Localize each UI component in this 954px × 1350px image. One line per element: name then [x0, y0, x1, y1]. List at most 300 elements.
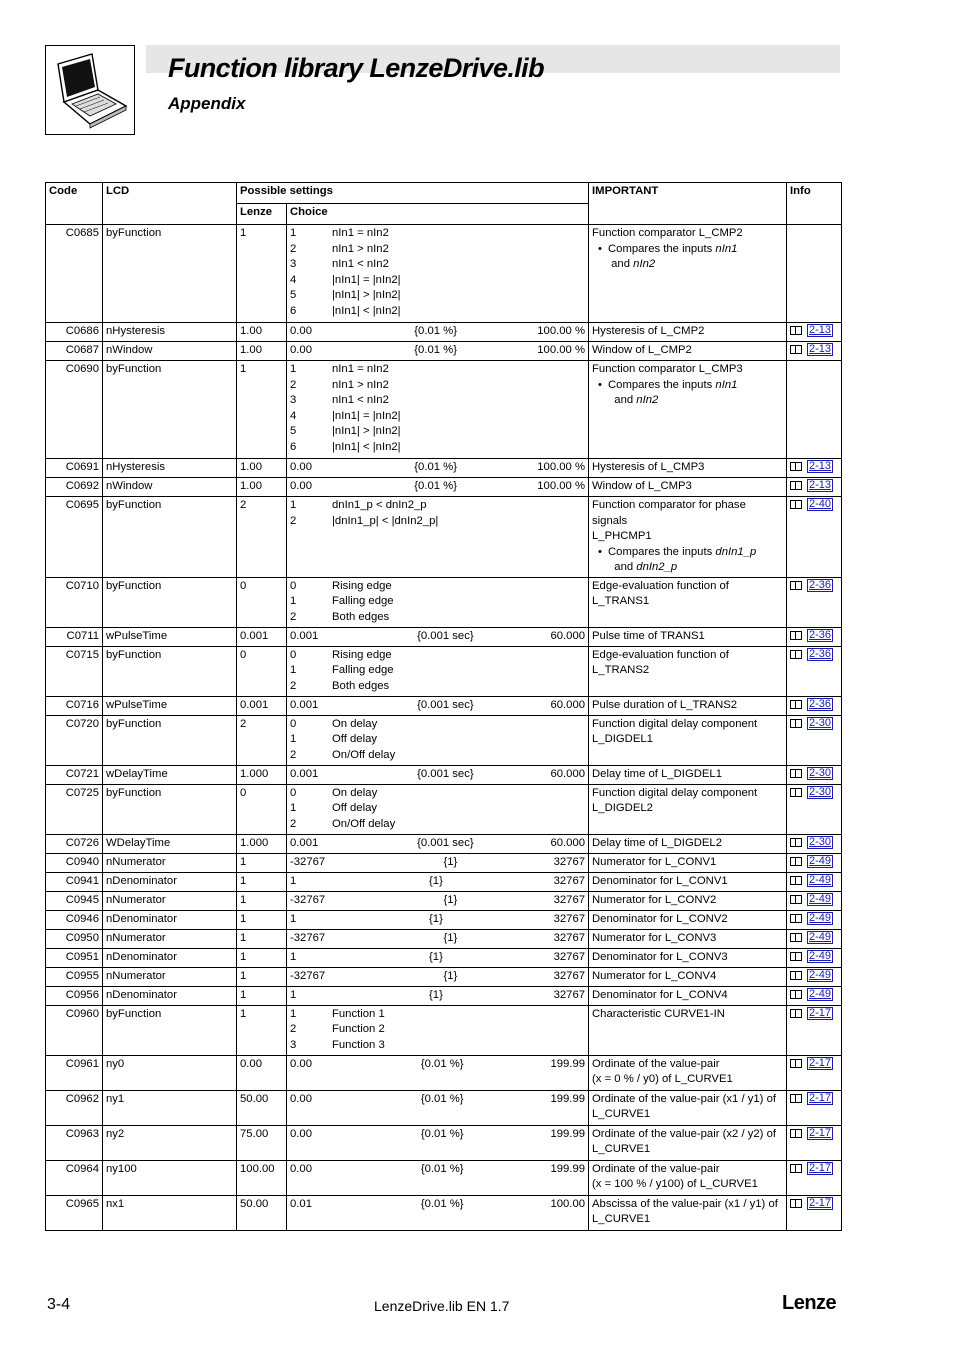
info-cell — [787, 765, 842, 784]
book-icon — [790, 462, 802, 471]
code-cell: C0960 — [46, 1005, 103, 1055]
lenze-cell: 2 — [237, 497, 287, 578]
choice-item: 3 nIn1 < nIn2 — [290, 258, 389, 270]
lcd-cell: ny0 — [103, 1055, 237, 1090]
table-row — [46, 834, 842, 853]
page-ref-link[interactable]: 2-30 — [809, 785, 832, 798]
range-min: -32767 — [290, 931, 326, 944]
page-ref-link[interactable]: 2-13 — [809, 479, 832, 491]
header-possible-settings: Possible settings — [237, 183, 589, 204]
choice-cell — [287, 765, 589, 784]
table-row — [46, 478, 842, 497]
page-number: 3-4 — [47, 1296, 71, 1313]
choice-item: 1 Off delay — [290, 733, 378, 745]
lenze-cell: 1 — [237, 910, 287, 929]
range-min: 0.001 — [290, 767, 319, 780]
range-min: 0.00 — [290, 1127, 312, 1140]
important-cell: Function comparator for phase signals L_PHCMP1 • Compares the inputs dnIn1_p and dnIn2_p — [589, 497, 787, 578]
choice-cell — [287, 1125, 589, 1160]
range-min: 0.01 — [290, 1197, 312, 1210]
important-cell: Hysteresis of L_CMP3 — [589, 459, 787, 478]
choice-cell — [287, 696, 589, 715]
book-icon — [790, 788, 802, 797]
lenze-cell: 50.00 — [237, 1195, 287, 1230]
lcd-cell: wPulseTime — [103, 696, 237, 715]
range-max: 100.00 % — [537, 325, 586, 337]
book-icon — [790, 345, 802, 354]
code-cell: C0950 — [46, 929, 103, 948]
page-ref-link[interactable]: 2-36 — [809, 697, 832, 710]
important-cell: Delay time of L_DIGDEL2 — [589, 834, 787, 853]
table-row — [46, 342, 842, 361]
important-cell: Pulse duration of L_TRANS2 — [589, 696, 787, 715]
page-ref-link[interactable]: 2-36 — [809, 628, 832, 641]
range-max: 199.99 — [550, 1092, 586, 1105]
range-min: -32767 — [290, 969, 326, 982]
lcd-cell: nDenominator — [103, 986, 237, 1005]
code-cell: C0945 — [46, 891, 103, 910]
range-max: 60.000 — [550, 767, 586, 780]
table-row — [46, 1005, 842, 1055]
bullet-item: • Compares the inputs nIn1 and nIn2 — [598, 242, 738, 270]
important-cell: Denominator for L_CONV2 — [589, 910, 787, 929]
choice-cell — [287, 853, 589, 872]
laptop-icon — [45, 45, 135, 135]
choice-item: 2 nIn1 > nIn2 — [290, 242, 389, 255]
info-cell — [787, 627, 842, 646]
lcd-cell: wPulseTime — [103, 627, 237, 646]
lenze-cell: 1 — [237, 853, 287, 872]
info-cell — [787, 715, 842, 765]
lcd-cell: byFunction — [103, 646, 237, 696]
book-icon — [790, 876, 802, 885]
info-cell — [787, 478, 842, 497]
table-row — [46, 967, 842, 986]
range-unit: {0.01 %} — [420, 1057, 464, 1070]
lenze-cell: 1.000 — [237, 765, 287, 784]
table-row — [46, 1195, 842, 1230]
choice-cell — [287, 784, 589, 834]
document-id: LenzeDrive.lib EN 1.7 — [374, 1298, 510, 1314]
choice-item: 1 Falling edge — [290, 595, 394, 607]
code-cell: C0687 — [46, 342, 103, 361]
book-icon — [790, 1164, 802, 1173]
book-icon — [790, 933, 802, 942]
code-cell: C0691 — [46, 459, 103, 478]
lcd-cell: nx1 — [103, 1195, 237, 1230]
book-icon — [790, 914, 802, 923]
book-icon — [790, 700, 802, 709]
lenze-cell: 0 — [237, 784, 287, 834]
lenze-cell: 2 — [237, 715, 287, 765]
range-min: -32767 — [290, 893, 326, 906]
info-cell — [787, 872, 842, 891]
choice-cell — [287, 646, 589, 696]
code-cell: C0955 — [46, 967, 103, 986]
lenze-cell: 1.00 — [237, 459, 287, 478]
range-unit: {1} — [443, 893, 458, 906]
important-cell: Ordinate of the value-pair (x = 100 % / y100) of L_CURVE1 — [589, 1160, 787, 1195]
important-cell: Function digital delay component L_DIGDEL2 — [589, 784, 787, 834]
bullet-item: • Compares the inputs nIn1 and nIn2 — [598, 378, 738, 406]
important-cell: Denominator for L_CONV3 — [589, 948, 787, 967]
lenze-cell: 75.00 — [237, 1125, 287, 1160]
lcd-cell: nDenominator — [103, 948, 237, 967]
table-row — [46, 853, 842, 872]
choice-cell — [287, 577, 589, 627]
range-min: 0.00 — [290, 325, 312, 337]
table-row — [46, 459, 842, 478]
book-icon — [790, 581, 802, 590]
important-cell: Numerator for L_CONV3 — [589, 929, 787, 948]
info-cell — [787, 891, 842, 910]
choice-cell — [287, 948, 589, 967]
info-cell — [787, 361, 842, 459]
range-unit: {1} — [429, 874, 443, 887]
lcd-cell: byFunction — [103, 1005, 237, 1055]
info-cell — [787, 1005, 842, 1055]
range-min: 0.001 — [290, 629, 319, 642]
range-unit: {1} — [429, 988, 443, 1001]
page-ref-link[interactable]: 2-17 — [809, 1091, 832, 1104]
choice-item: 0 Rising edge — [290, 579, 392, 592]
range-max: 100.00 % — [537, 461, 586, 473]
page-ref-link[interactable]: 2-30 — [809, 716, 832, 729]
table-row — [46, 715, 842, 765]
range-unit: {1} — [429, 950, 443, 963]
info-cell — [787, 1055, 842, 1090]
choice-item: 2 Function 2 — [290, 1023, 385, 1035]
lenze-cell: 1 — [237, 361, 287, 459]
lcd-cell: wDelayTime — [103, 765, 237, 784]
range-unit: {0.01 %} — [414, 461, 457, 473]
table-row — [46, 1160, 842, 1195]
range-unit: {0.01 %} — [420, 1197, 464, 1210]
info-cell — [787, 225, 842, 323]
page-ref-link[interactable]: 2-49 — [809, 968, 832, 981]
lcd-cell: byFunction — [103, 361, 237, 459]
range-unit: {0.001 sec} — [417, 767, 474, 780]
code-cell: C0964 — [46, 1160, 103, 1195]
important-cell: Function digital delay component L_DIGDEL1 — [589, 715, 787, 765]
lenze-cell: 1 — [237, 986, 287, 1005]
range-unit: {0.01 %} — [414, 344, 457, 356]
lenze-logo: Lenze — [782, 1292, 837, 1314]
important-cell: Delay time of L_DIGDEL1 — [589, 765, 787, 784]
table-row — [46, 872, 842, 891]
lenze-cell: 1 — [237, 872, 287, 891]
code-cell: C0956 — [46, 986, 103, 1005]
code-cell: C0721 — [46, 765, 103, 784]
range-max: 32767 — [553, 912, 586, 925]
page-ref-link[interactable]: 2-17 — [809, 1161, 832, 1174]
table-row — [46, 910, 842, 929]
range-unit: {0.001 sec} — [417, 836, 474, 849]
choice-cell — [287, 497, 589, 578]
choice-cell — [287, 715, 589, 765]
lcd-cell: nDenominator — [103, 910, 237, 929]
lcd-cell: ny1 — [103, 1090, 237, 1125]
code-cell: C0686 — [46, 323, 103, 342]
book-icon — [790, 895, 802, 904]
table-row — [46, 225, 842, 323]
info-cell — [787, 1125, 842, 1160]
book-icon — [790, 769, 802, 778]
range-max: 32767 — [553, 874, 586, 887]
code-cell: C0690 — [46, 361, 103, 459]
table-row — [46, 1125, 842, 1160]
lcd-cell: WDelayTime — [103, 834, 237, 853]
choice-cell — [287, 1160, 589, 1195]
important-cell: Characteristic CURVE1-IN — [589, 1005, 787, 1055]
choice-item: 6 |nIn1| < |nIn2| — [290, 304, 401, 317]
table-row — [46, 627, 842, 646]
info-cell — [787, 696, 842, 715]
page-ref-link[interactable]: 2-40 — [809, 498, 832, 510]
range-min: 0.00 — [290, 1057, 312, 1070]
code-cell: C0961 — [46, 1055, 103, 1090]
range-max: 199.99 — [550, 1162, 586, 1175]
code-cell: C0711 — [46, 627, 103, 646]
lenze-cell: 1 — [237, 948, 287, 967]
page-ref-link[interactable]: 2-17 — [809, 1196, 832, 1209]
page-ref-link[interactable]: 2-49 — [809, 930, 832, 943]
range-max: 32767 — [553, 969, 586, 982]
lcd-cell: byFunction — [103, 715, 237, 765]
important-cell: Window of L_CMP3 — [589, 478, 787, 497]
range-max: 32767 — [553, 950, 586, 963]
book-icon — [790, 952, 802, 961]
page-subtitle: Appendix — [168, 94, 246, 113]
range-max: 60.000 — [550, 836, 586, 849]
choice-cell — [287, 342, 589, 361]
book-icon — [790, 650, 802, 659]
important-cell: Numerator for L_CONV2 — [589, 891, 787, 910]
lcd-cell: byFunction — [103, 784, 237, 834]
code-cell: C0940 — [46, 853, 103, 872]
table-row — [46, 784, 842, 834]
book-icon — [790, 1009, 802, 1018]
book-icon — [790, 857, 802, 866]
header-lenze: Lenze — [237, 204, 287, 225]
choice-item: 1 Function 1 — [290, 1007, 385, 1020]
code-cell: C0726 — [46, 834, 103, 853]
choice-item: 1 Off delay — [290, 802, 378, 814]
important-cell: Hysteresis of L_CMP2 — [589, 323, 787, 342]
lenze-cell: 1.00 — [237, 478, 287, 497]
info-cell — [787, 853, 842, 872]
lcd-cell: byFunction — [103, 577, 237, 627]
range-max: 100.00 — [550, 1197, 586, 1210]
choice-cell — [287, 459, 589, 478]
choice-cell — [287, 1195, 589, 1230]
info-cell — [787, 323, 842, 342]
choice-cell — [287, 891, 589, 910]
lenze-cell: 1.00 — [237, 342, 287, 361]
codes-table — [45, 182, 842, 1231]
bullet-item: • Compares the inputs dnIn1_p and dnIn2_p — [598, 545, 757, 573]
lenze-cell: 0 — [237, 646, 287, 696]
book-icon — [790, 838, 802, 847]
page-ref-link[interactable]: 2-13 — [809, 324, 832, 336]
page-ref-link[interactable]: 2-49 — [809, 949, 832, 962]
range-max: 60.000 — [550, 698, 586, 711]
page-ref-link[interactable]: 2-49 — [809, 854, 832, 867]
choice-cell — [287, 361, 589, 459]
choice-item: 1 nIn1 = nIn2 — [290, 227, 389, 239]
code-cell: C0695 — [46, 497, 103, 578]
table-row — [46, 986, 842, 1005]
lenze-cell: 1.000 — [237, 834, 287, 853]
code-cell: C0963 — [46, 1125, 103, 1160]
lcd-cell: nNumerator — [103, 891, 237, 910]
range-unit: {0.01 %} — [420, 1092, 464, 1105]
info-cell — [787, 497, 842, 578]
choice-item: 1 Falling edge — [290, 664, 394, 676]
range-min: 0.00 — [290, 480, 312, 492]
lcd-cell: nNumerator — [103, 929, 237, 948]
lenze-cell: 1 — [237, 891, 287, 910]
code-cell: C0692 — [46, 478, 103, 497]
header-choice: Choice — [287, 204, 589, 225]
book-icon — [790, 631, 802, 640]
table-row — [46, 765, 842, 784]
range-max: 199.99 — [550, 1127, 586, 1140]
choice-item: 4 |nIn1| = |nIn2| — [290, 409, 401, 422]
code-cell: C0710 — [46, 577, 103, 627]
choice-item: 0 Rising edge — [290, 648, 392, 661]
lcd-cell: byFunction — [103, 225, 237, 323]
page-ref-link[interactable]: 2-13 — [809, 460, 832, 472]
range-unit: {1} — [429, 912, 443, 925]
range-unit: {0.001 sec} — [417, 629, 474, 642]
book-icon — [790, 1094, 802, 1103]
info-cell — [787, 342, 842, 361]
important-cell: Edge-evaluation function of L_TRANS2 — [589, 646, 787, 696]
code-cell: C0720 — [46, 715, 103, 765]
range-min: 1 — [290, 988, 297, 1001]
choice-cell — [287, 225, 589, 323]
header-lcd: LCD — [103, 183, 237, 204]
code-cell: C0962 — [46, 1090, 103, 1125]
choice-item: 2 Both edges — [290, 679, 390, 692]
lcd-cell: ny100 — [103, 1160, 237, 1195]
range-unit: {0.01 %} — [420, 1162, 464, 1175]
range-unit: {0.01 %} — [420, 1127, 464, 1140]
lcd-cell: nDenominator — [103, 872, 237, 891]
choice-item: 6 |nIn1| < |nIn2| — [290, 440, 401, 453]
important-cell: Denominator for L_CONV1 — [589, 872, 787, 891]
info-cell — [787, 577, 842, 627]
info-cell — [787, 1195, 842, 1230]
page-ref-link[interactable]: 2-49 — [809, 892, 832, 905]
range-unit: {0.01 %} — [414, 325, 457, 337]
info-cell — [787, 784, 842, 834]
info-cell — [787, 986, 842, 1005]
lenze-cell: 1 — [237, 1005, 287, 1055]
choice-cell — [287, 627, 589, 646]
lenze-cell: 0.001 — [237, 627, 287, 646]
page-ref-link[interactable]: 2-36 — [809, 647, 832, 660]
page-ref-link[interactable]: 2-49 — [809, 987, 832, 1000]
code-cell: C0725 — [46, 784, 103, 834]
book-icon — [790, 326, 802, 335]
table-row — [46, 1090, 842, 1125]
lenze-cell: 1.00 — [237, 323, 287, 342]
important-cell: Window of L_CMP2 — [589, 342, 787, 361]
choice-cell — [287, 478, 589, 497]
page-ref-link[interactable]: 2-36 — [809, 578, 832, 591]
range-unit: {1} — [443, 931, 458, 944]
important-cell: Numerator for L_CONV1 — [589, 853, 787, 872]
code-cell: C0685 — [46, 225, 103, 323]
range-unit: {1} — [443, 969, 458, 982]
page-ref-link[interactable]: 2-17 — [809, 1126, 832, 1139]
choice-item: 0 On delay — [290, 786, 378, 799]
range-max: 32767 — [553, 988, 586, 1001]
table-row — [46, 577, 842, 627]
lenze-cell: 0.001 — [237, 696, 287, 715]
choice-item: 2 nIn1 > nIn2 — [290, 378, 389, 391]
range-min: 1 — [290, 874, 297, 887]
book-icon — [790, 1199, 802, 1208]
range-min: 0.001 — [290, 836, 319, 849]
range-max: 32767 — [553, 931, 586, 944]
page-ref-link[interactable]: 2-17 — [809, 1056, 832, 1069]
range-min: 1 — [290, 950, 297, 963]
lenze-cell: 50.00 — [237, 1090, 287, 1125]
range-max: 32767 — [553, 893, 586, 906]
important-cell: Numerator for L_CONV4 — [589, 967, 787, 986]
book-icon — [790, 971, 802, 980]
header-info: Info — [787, 183, 842, 204]
important-cell: Ordinate of the value-pair (x1 / y1) of L_CURVE1 — [589, 1090, 787, 1125]
page-ref-link[interactable]: 2-49 — [809, 911, 832, 924]
page-ref-link[interactable]: 2-13 — [809, 343, 832, 355]
info-cell — [787, 459, 842, 478]
important-cell: Ordinate of the value-pair (x = 0 % / y0) of L_CURVE1 — [589, 1055, 787, 1090]
range-max: 100.00 % — [537, 480, 586, 492]
range-unit: {0.001 sec} — [417, 698, 474, 711]
choice-cell — [287, 929, 589, 948]
choice-item: 3 Function 3 — [290, 1038, 385, 1051]
choice-item: 1 nIn1 = nIn2 — [290, 363, 389, 375]
choice-cell — [287, 834, 589, 853]
page-ref-link[interactable]: 2-30 — [809, 835, 832, 848]
book-icon — [790, 990, 802, 999]
important-cell: Function comparator L_CMP3 • Compares the inputs nIn1 and nIn2 — [589, 361, 787, 459]
lcd-cell: nHysteresis — [103, 459, 237, 478]
page-ref-link[interactable]: 2-49 — [809, 873, 832, 886]
table-row — [46, 696, 842, 715]
important-cell: Abscissa of the value-pair (x1 / y1) of L_CURVE1 — [589, 1195, 787, 1230]
lcd-cell: ny2 — [103, 1125, 237, 1160]
range-unit: {1} — [443, 855, 458, 868]
page-ref-link[interactable]: 2-30 — [809, 766, 832, 779]
choice-cell — [287, 910, 589, 929]
table-row — [46, 361, 842, 459]
choice-item: 2 On/Off delay — [290, 748, 396, 761]
choice-item: 3 nIn1 < nIn2 — [290, 394, 389, 406]
book-icon — [790, 481, 802, 490]
info-cell — [787, 646, 842, 696]
page-ref-link[interactable]: 2-17 — [809, 1006, 832, 1019]
choice-item: 5 |nIn1| > |nIn2| — [290, 289, 401, 301]
range-max: 199.99 — [550, 1057, 586, 1070]
choice-cell — [287, 1090, 589, 1125]
lenze-cell: 0 — [237, 577, 287, 627]
table-row — [46, 929, 842, 948]
